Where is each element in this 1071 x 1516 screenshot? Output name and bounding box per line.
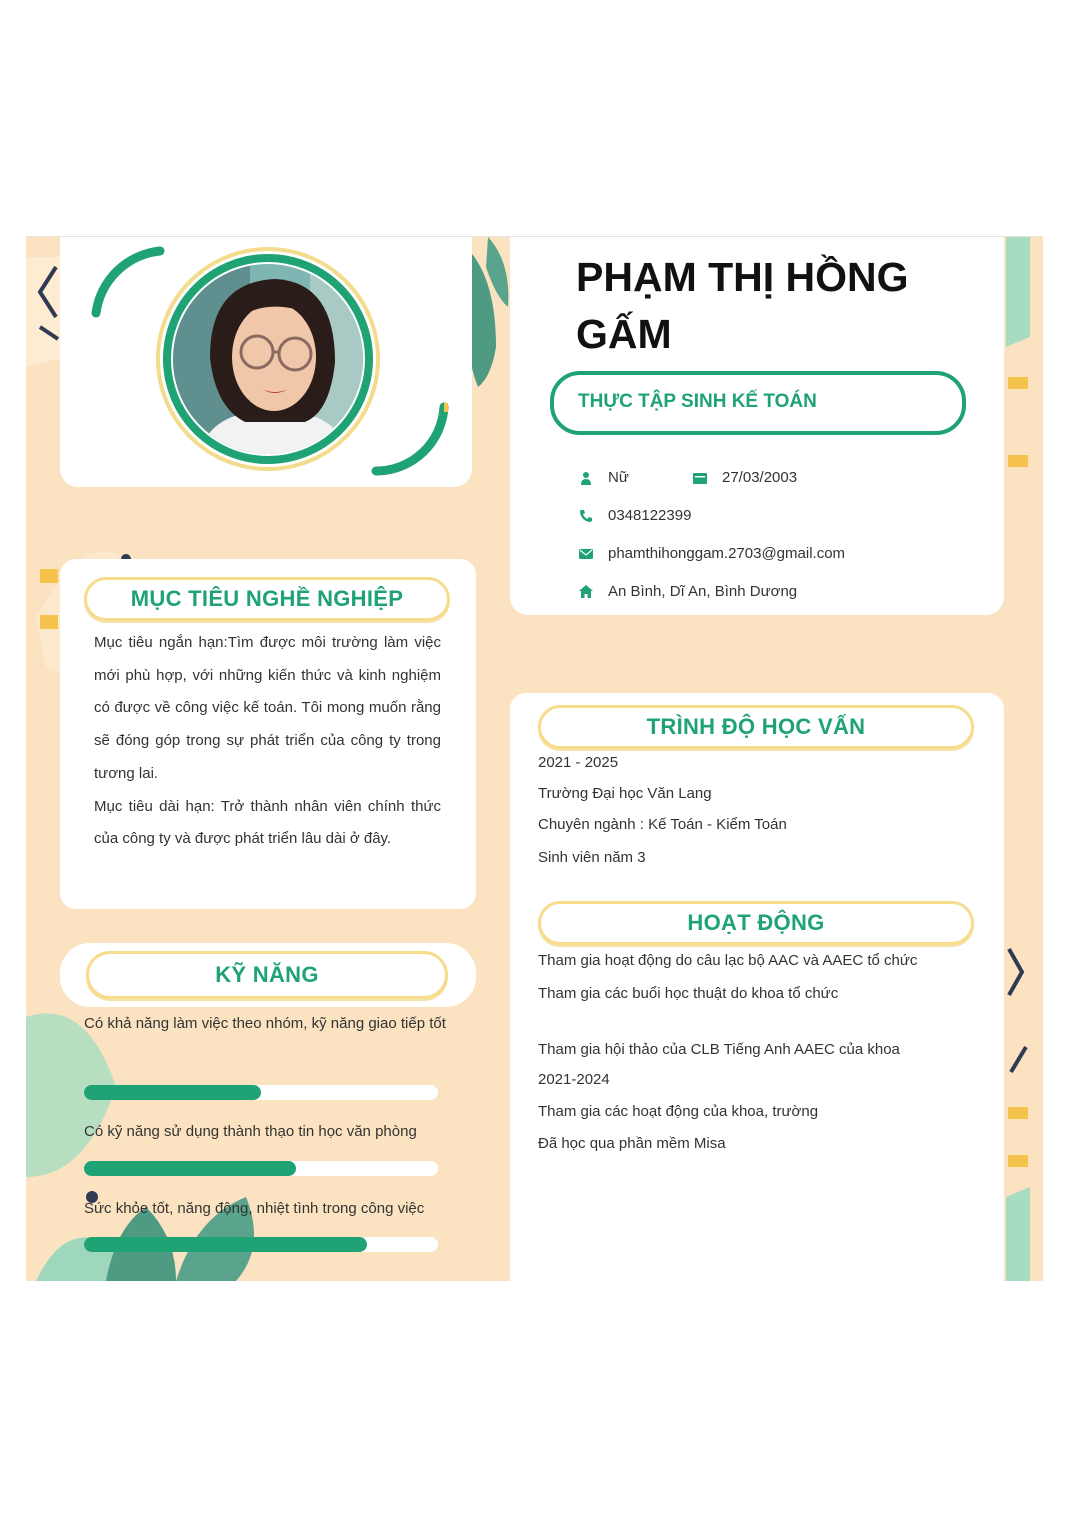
name-line-2: GẤM <box>576 311 672 357</box>
cv-page <box>26 236 1043 1281</box>
phone-icon <box>578 508 594 524</box>
education-line-4: Sinh viên năm 3 <box>538 849 646 866</box>
activities-heading <box>538 901 974 945</box>
photo-card <box>60 237 472 487</box>
skill-item-2-bar <box>84 1161 438 1176</box>
position-pill <box>550 371 966 435</box>
objective-title: MỤC TIÊU NGHỀ NGHIỆP <box>130 586 404 611</box>
objective-short-term: Mục tiêu ngắn hạn:Tìm được môi trường làm việc mới phù hợp, với những kiến thức và kinh nghiệm có được về công việc kế toán. Tôi mong muốn rằng sẽ đóng góp trong sự phát triển của công ty trong tương lai. <box>94 634 441 782</box>
skill-item-3-fill <box>84 1237 367 1252</box>
objective-text <box>94 627 441 856</box>
email-value[interactable]: phamthihonggam.2703@gmail.com <box>608 545 846 562</box>
education-heading <box>538 705 974 749</box>
education-line-3: Chuyên ngành : Kế Toán - Kiểm Toán <box>538 816 787 833</box>
activity-line-2: Tham gia các buổi học thuật do khoa tổ chức <box>538 985 839 1002</box>
skills-heading <box>86 951 448 999</box>
skills-title: KỸ NĂNG <box>215 962 319 987</box>
objective-heading <box>84 577 450 621</box>
activity-line-6: Đã học qua phần mềm Misa <box>538 1135 726 1152</box>
education-title: TRÌNH ĐỘ HỌC VẤN <box>646 714 866 739</box>
birthdate-value: 27/03/2003 <box>722 469 798 486</box>
photo-frame <box>60 237 472 487</box>
education-line-2: Trường Đại học Văn Lang <box>538 785 712 802</box>
address-row <box>578 583 797 600</box>
email-icon <box>578 546 594 562</box>
activity-line-1: Tham gia hoạt động do câu lạc bộ AAC và AAEC tổ chức <box>538 952 918 969</box>
phone-row <box>578 507 691 524</box>
email-row <box>578 545 845 562</box>
skill-item-2-label: Có kỹ năng sử dụng thành thạo tin học văn phòng <box>84 1123 417 1140</box>
address-value: An Bình, Dĩ An, Bình Dương <box>608 583 798 600</box>
person-icon <box>578 470 594 486</box>
skill-item-3-label: Sức khỏe tốt, năng động, nhiệt tình trong công việc <box>84 1200 425 1217</box>
header-card <box>510 237 1004 615</box>
activity-line-5: Tham gia các hoạt động của khoa, trường <box>538 1103 819 1120</box>
calendar-icon <box>692 470 708 486</box>
birthdate-row <box>692 469 797 486</box>
position-title: THỰC TẬP SINH KẾ TOÁN <box>578 391 817 412</box>
skill-item-1-fill <box>84 1085 261 1100</box>
full-name <box>576 249 909 363</box>
skill-item-1-bar <box>84 1085 438 1100</box>
activities-title: HOẠT ĐỘNG <box>687 910 825 935</box>
activity-line-3: Tham gia hội thảo của CLB Tiếng Anh AAEC của khoa <box>538 1041 900 1058</box>
gender-value: Nữ <box>608 469 629 486</box>
education-line-1: 2021 - 2025 <box>538 754 619 771</box>
objective-long-term: Mục tiêu dài hạn: Trở thành nhân viên chính thức của công ty và được phát triển lâu dài ở đây. <box>94 797 441 848</box>
skill-item-3-bar <box>84 1237 438 1252</box>
name-line-1: PHẠM THỊ HỒNG <box>576 254 909 300</box>
skill-item-2-fill <box>84 1161 296 1176</box>
skill-item-1-label: Có khả năng làm việc theo nhóm, kỹ năng giao tiếp tốt <box>84 1015 446 1032</box>
phone-value[interactable]: 0348122399 <box>608 507 692 524</box>
gender-row <box>578 469 629 486</box>
activity-line-4: 2021-2024 <box>538 1071 610 1088</box>
home-icon <box>578 584 594 600</box>
